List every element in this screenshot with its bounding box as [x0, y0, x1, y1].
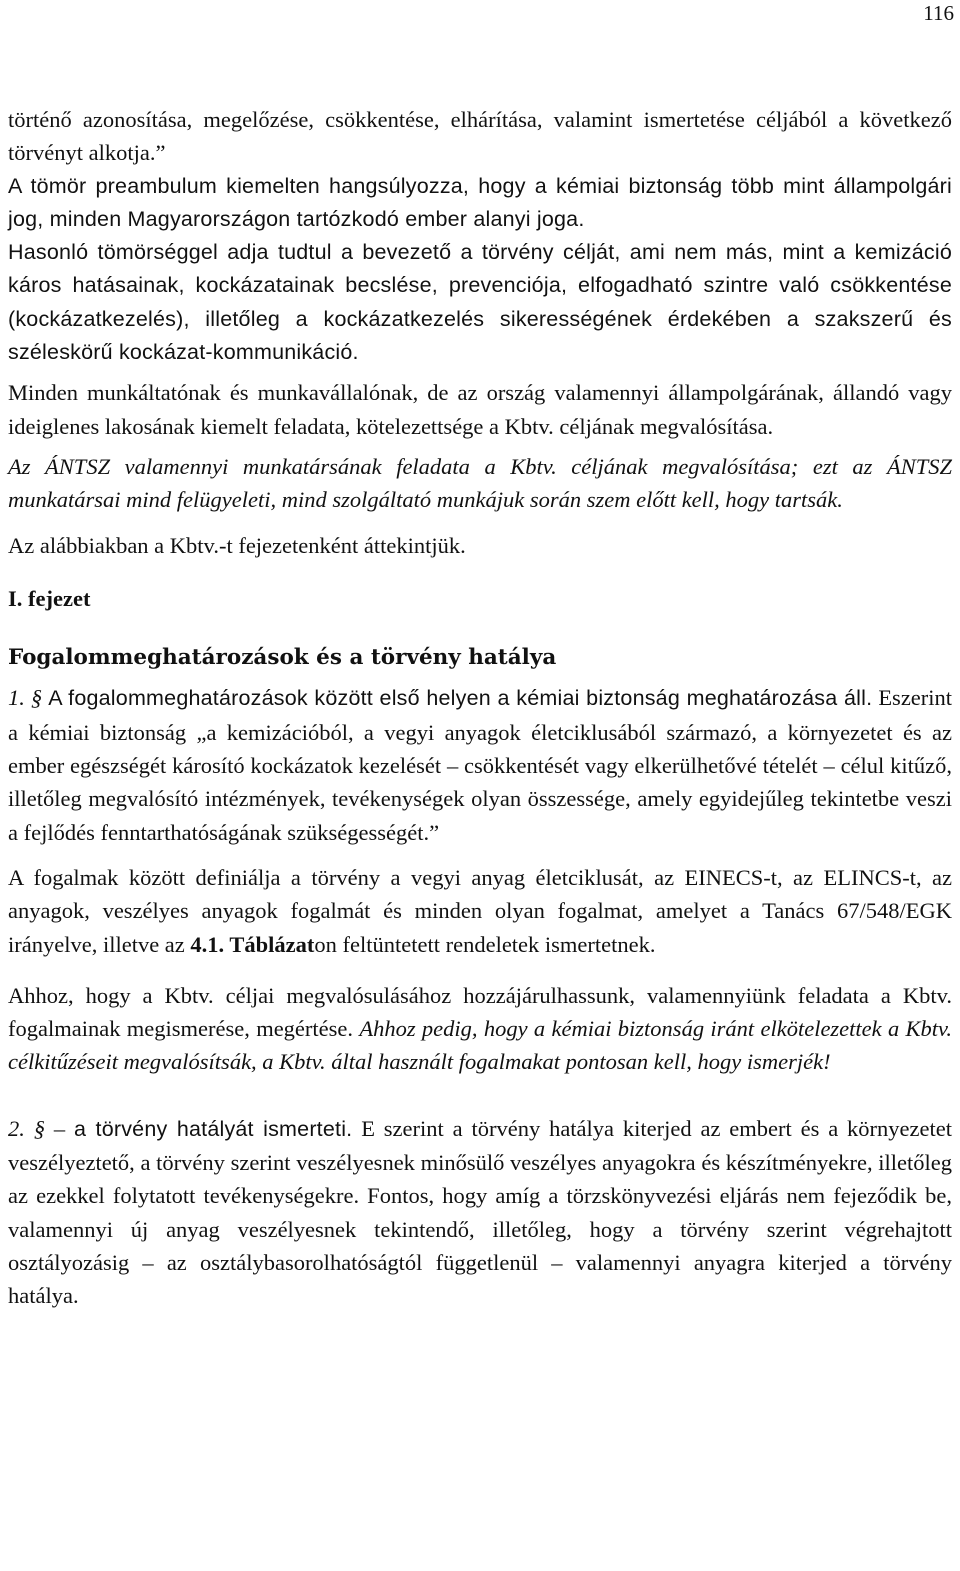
section-1-lead: A fogalommeghatározások között első helyen a kémiai biztonság meghatározása áll.	[48, 686, 873, 711]
paragraph-antsz: Az ÁNTSZ valamennyi munkatársának feladata a Kbtv. céljának megvalósítása; ezt az ÁNTSZ munkatársai mind felügyeleti, mind szolgáltató munkájuk során szem előtt kell, hogy tartsák.	[8, 453, 952, 513]
paragraph-cel: Hasonló tömörséggel adja tudtul a bevezető a törvény célját, ami nem más, mint a kemizáció káros hatásainak, kockázatainak becslése, prevenciója, elfogadható szintre való csökkentése (kockázatkezelés), illetőleg a kockázatkezelés sikerességének érdekében a szakszerű és széleskörű kockázat-kommunikáció.	[8, 240, 952, 365]
paragraph-attekintes: Az alábbiakban a Kbtv.-t fejezetenként áttekintjük.	[8, 532, 466, 558]
section-2-sign: §	[33, 1115, 45, 1141]
paragraph-feladat: Minden munkáltatónak és munkavállalónak, de az ország valamennyi állampolgárának, állandó vagy ideiglenes lakosának kiemelt feladata, kötelezettsége a Kbtv. céljának megvalósítása.	[8, 380, 952, 439]
section-2	[8, 1112, 952, 1313]
section-1	[8, 681, 952, 848]
chapter-title: I. fejezet	[8, 585, 91, 611]
paragraph-fogalmak	[8, 861, 952, 961]
section-1-number: 1.	[8, 685, 25, 711]
paragraph-ahhoz-text: Ahhoz, hogy a Kbtv. céljai megvalósulásához hozzájárulhassunk, valamennyiünk feladata a Kbtv. fogalmainak megismerése, megértése.	[8, 982, 952, 1042]
section-2-text: E szerint a törvény hatálya kiterjed az embert és a környezetet veszélyeztető, a törvény szerint veszélyesnek minősülő veszélyes anyagokra és készítményekre, illetőleg az ezekkel folytatott tevékenységekre. Fontos, hogy amíg a törzskönyvezési eljárás nem fejeződik be, valamennyi új anyag veszélyesnek tekintendő, illetőleg, hogy a törvény szerint végrehajtott osztályozásig – az osztálybasorolhatóságtól függetlenül – valamennyi anyagra kiterjed a törvény hatálya.	[8, 1115, 952, 1309]
paragraph-intro-end: történő azonosítása, megelőzése, csökkentése, elhárítása, valamint ismertetése céljából a következő törvényt alkotja.”	[8, 107, 952, 166]
paragraph-ahhoz-emphasis: Ahhoz pedig, hogy a kémiai biztonság iránt elkötelezettek a Kbtv. célkitűzéseit megvalósítsák, a Kbtv. által használt fogalmakat pontosan kell, hogy ismerjék!	[8, 1016, 953, 1075]
paragraph-ahhoz	[8, 979, 952, 1079]
section-2-lead: a törvény hatályát ismerteti.	[73, 1116, 353, 1141]
paragraph-preambulum: A tömör preambulum kiemelten hangsúlyozza, hogy a kémiai biztonság több mint állampolgári jog, minden Magyarországon tartózkodó ember alanyi joga.	[8, 173, 952, 231]
paragraph-fogalmak-text: A fogalmak között definiálja a törvény a vegyi anyag életciklusát, az EINECS-t, az ELINCS-t, az anyagok, veszélyes anyagok fogalmát és minden olyan fogalmat, amelyet a Tanács 67/548/EGK irányelve, illetve az	[8, 864, 952, 957]
document-body	[8, 103, 952, 1313]
table-reference: 4.1. Táblázat	[190, 931, 315, 957]
section-2-number: 2.	[8, 1115, 25, 1141]
page-number: 116	[923, 1, 954, 25]
chapter-subtitle: Fogalommeghatározások és a törvény hatálya	[8, 645, 557, 671]
section-2-dash: –	[53, 1115, 66, 1141]
paragraph-fogalmak-end: on feltüntetett rendeletek ismertetnek.	[314, 931, 656, 957]
section-1-sign: §	[30, 685, 43, 711]
section-1-text: Eszerint a kémiai biztonság „a kemizációból, a vegyi anyagok életciklusából származó, a környezetet és az ember egészségét károsító kockázatok kezelését – csökkentését vagy elkerülhetővé tételét – célul kitűző, illetőleg megvalósító intézmények, tevékenységek olyan összessége, amely egyidejűleg tekintetbe veszi a fejlődés fenntarthatóságának szükségességét.”	[8, 685, 953, 845]
